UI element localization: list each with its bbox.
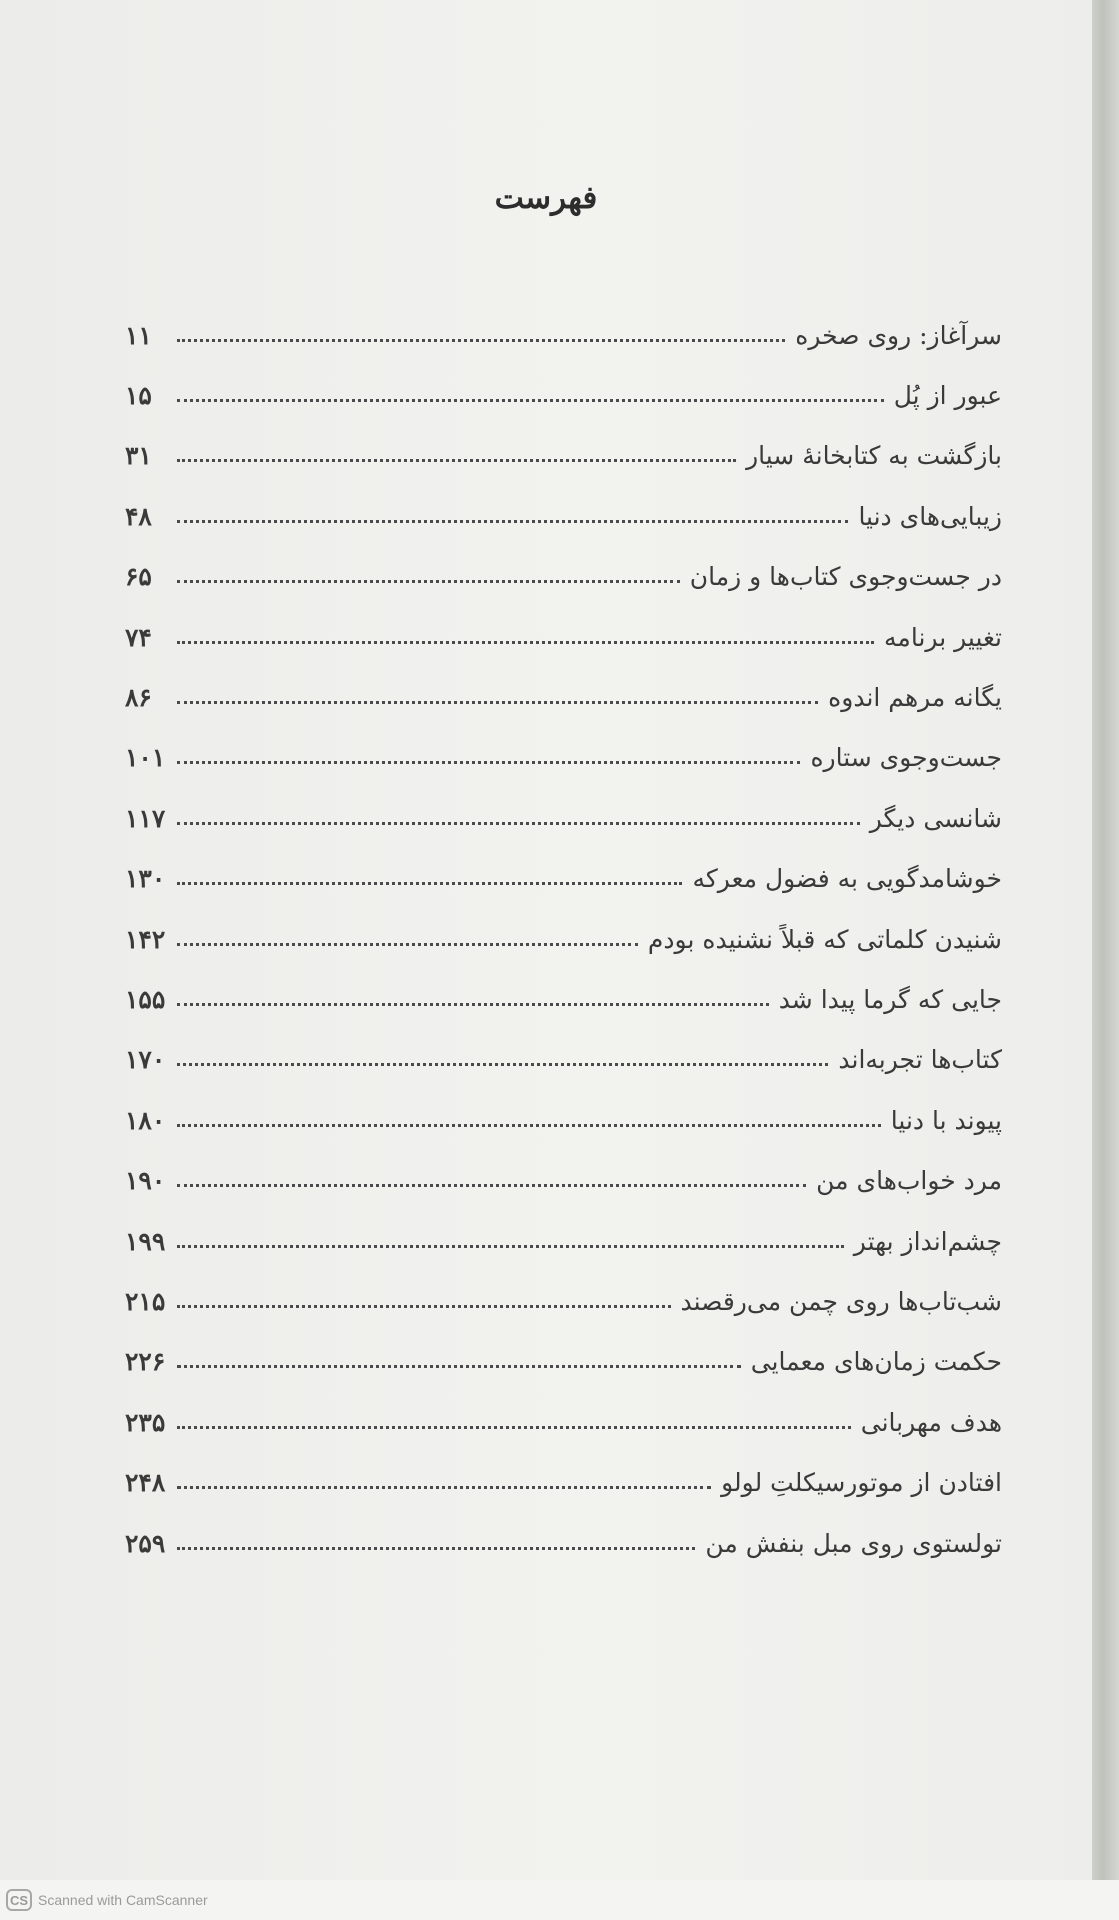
toc-entry-title: شب‌تاب‌ها روی چمن می‌رقصند — [680, 1286, 1002, 1316]
toc-entry-title: کتاب‌ها تجربه‌اند — [838, 1045, 1002, 1075]
scanner-footer — [0, 1880, 1119, 1920]
toc-entry — [125, 849, 1002, 909]
toc-entry — [125, 667, 1002, 727]
toc-dot-leader — [177, 1063, 828, 1066]
toc-dot-leader — [177, 1124, 881, 1127]
toc-entry-title: شنیدن کلماتی که قبلاً نشنیده بودم — [647, 924, 1002, 954]
toc-dot-leader — [177, 1003, 769, 1006]
toc-entry-page-number: ۱۱۷ — [125, 803, 166, 833]
toc-entry-title: جست‌وجوی ستاره — [810, 743, 1002, 773]
toc-entry — [125, 1452, 1002, 1512]
toc-entry — [125, 547, 1002, 607]
toc-entry-title: سرآغاز: روی صخره — [795, 320, 1002, 350]
toc-entry-page-number: ۷۴ — [125, 622, 152, 652]
toc-entry-title: تولستوی روی مبل بنفش من — [705, 1528, 1002, 1558]
toc-dot-leader — [177, 1305, 671, 1308]
toc-dot-leader — [177, 822, 860, 825]
toc-entry-page-number: ۲۴۸ — [125, 1468, 166, 1498]
toc-entry-page-number: ۲۳۵ — [125, 1407, 166, 1437]
toc-entry — [125, 1392, 1002, 1452]
toc-dot-leader — [177, 641, 874, 644]
toc-entry-title: یگانه مرهم اندوه — [828, 683, 1002, 713]
toc-dot-leader — [177, 943, 638, 946]
toc-entry — [125, 788, 1002, 848]
toc-dot-leader — [177, 1426, 851, 1429]
toc-entry-title: حکمت زمان‌های معمایی — [750, 1347, 1002, 1377]
toc-entry-page-number: ۱۱ — [125, 320, 152, 350]
toc-dot-leader — [177, 882, 682, 885]
toc-entry-page-number: ۳۱ — [125, 441, 152, 471]
page-title: فهرست — [494, 180, 598, 216]
toc-dot-leader — [177, 1245, 844, 1248]
toc-dot-leader — [177, 339, 785, 342]
toc-dot-leader — [177, 761, 800, 764]
toc-entry-page-number: ۴۸ — [125, 501, 152, 531]
toc-entry-page-number: ۲۵۹ — [125, 1528, 166, 1558]
toc-entry — [125, 486, 1002, 546]
toc-entry-title: چشم‌انداز بهتر — [853, 1226, 1002, 1256]
toc-entry — [125, 969, 1002, 1029]
toc-dot-leader — [177, 1365, 741, 1368]
toc-entry — [125, 1211, 1002, 1271]
toc-dot-leader — [177, 1184, 806, 1187]
toc-entry-page-number: ۲۱۵ — [125, 1286, 166, 1316]
toc-entry-title: هدف مهربانی — [860, 1407, 1002, 1437]
toc-dot-leader — [177, 520, 848, 523]
toc-entry-title: افتادن از موتورسیکلتِ لولو — [721, 1468, 1002, 1498]
toc-entry-page-number: ۱۹۰ — [125, 1166, 166, 1196]
toc-dot-leader — [177, 1547, 695, 1550]
toc-dot-leader — [177, 701, 818, 704]
toc-entry — [125, 909, 1002, 969]
toc-entry-title: خوشامدگویی به فضول معرکه — [692, 864, 1002, 894]
toc-dot-leader — [177, 399, 884, 402]
page-edge — [1092, 0, 1119, 1880]
scanner-watermark-text: Scanned with CamScanner — [38, 1892, 208, 1908]
toc-entry-page-number: ۸۶ — [125, 683, 152, 713]
toc-entry-title: در جست‌وجوی کتاب‌ها و زمان — [689, 562, 1002, 592]
toc-entry-title: زیبایی‌های دنیا — [858, 501, 1002, 531]
toc-entry-title: شانسی دیگر — [869, 803, 1002, 833]
toc-entry-page-number: ۲۲۶ — [125, 1347, 166, 1377]
toc-entry-page-number: ۱۷۰ — [125, 1045, 166, 1075]
toc-entry-page-number: ۱۵۵ — [125, 984, 166, 1014]
camscanner-logo-icon: CS — [6, 1889, 32, 1911]
toc-entry-page-number: ۶۵ — [125, 562, 152, 592]
toc-entry — [125, 1090, 1002, 1150]
toc-entry-page-number: ۱۳۰ — [125, 864, 166, 894]
toc-entry-page-number: ۱۸۰ — [125, 1105, 166, 1135]
toc-entry-title: پیوند با دنیا — [890, 1105, 1002, 1135]
table-of-contents — [125, 305, 1002, 1573]
toc-entry — [125, 1332, 1002, 1392]
toc-entry-title: تغییر برنامه — [884, 622, 1002, 652]
toc-dot-leader — [177, 1486, 711, 1489]
toc-entry-title: عبور از پُل — [893, 381, 1002, 411]
toc-entry — [125, 1150, 1002, 1210]
toc-entry — [125, 728, 1002, 788]
toc-entry — [125, 426, 1002, 486]
toc-entry-page-number: ۱۵ — [125, 381, 152, 411]
toc-entry — [125, 1030, 1002, 1090]
toc-dot-leader — [177, 580, 680, 583]
toc-entry-title: جایی که گرما پیدا شد — [778, 984, 1002, 1014]
toc-entry — [125, 1271, 1002, 1331]
toc-entry-page-number: ۱۰۱ — [125, 743, 166, 773]
toc-entry — [125, 1513, 1002, 1573]
toc-entry — [125, 607, 1002, 667]
toc-entry — [125, 305, 1002, 365]
toc-entry-page-number: ۱۹۹ — [125, 1226, 166, 1256]
toc-entry-title: مرد خواب‌های من — [816, 1166, 1002, 1196]
toc-entry — [125, 365, 1002, 425]
toc-entry-title: بازگشت به کتابخانهٔ سیار — [746, 441, 1002, 471]
toc-dot-leader — [177, 459, 736, 462]
toc-entry-page-number: ۱۴۲ — [125, 924, 166, 954]
